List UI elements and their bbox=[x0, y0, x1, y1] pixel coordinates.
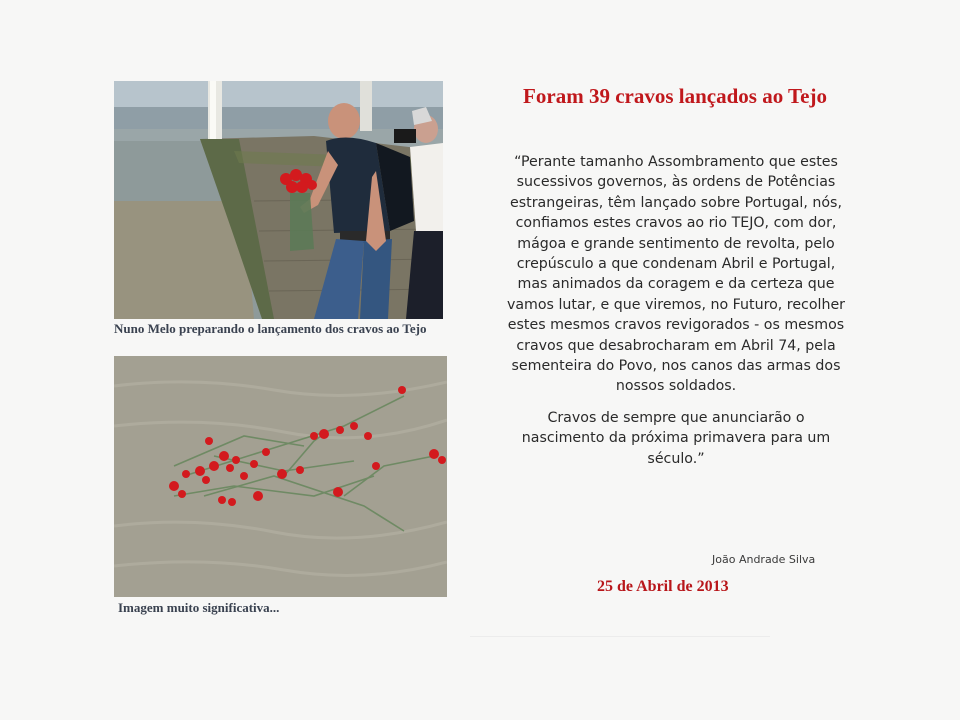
divider bbox=[470, 636, 770, 637]
article-date: 25 de Abril de 2013 bbox=[597, 578, 729, 595]
article-quote bbox=[506, 152, 846, 469]
quote-paragraph: Cravos de sempre que anunciarão o nascimento da próxima primavera para um século.” bbox=[521, 409, 831, 467]
quote-paragraph: “Perante tamanho Assombramento que estes sucessivos governos, às ordens de Potências estrangeiras, têm lançado sobre Portugal, nós, confiamos estes cravos ao rio TEJO, com dor, mágoa e grande sentimento de revolta, pelo crepúsculo a que condenam Abril e Portugal, mas animados da coragem e da certeza que vamos lutar, e que viremos, no Futuro, recolher estes mesmos cravos revigorados - os mesmos cravos que desabrocharam em Abril 74, pela sementeira do Povo, nos canos das armas dos nossos soldados. bbox=[506, 154, 846, 395]
author-signature: João Andrade Silva bbox=[712, 553, 816, 566]
photo-carnations-on-sand bbox=[114, 356, 447, 597]
article-title: Foram 39 cravos lançados ao Tejo bbox=[523, 84, 827, 108]
photo-caption: Imagem muito significativa... bbox=[118, 600, 280, 615]
photo-caption: Nuno Melo preparando o lançamento dos cravos ao Tejo bbox=[114, 321, 427, 336]
photo-man-throwing-carnations bbox=[114, 81, 443, 319]
